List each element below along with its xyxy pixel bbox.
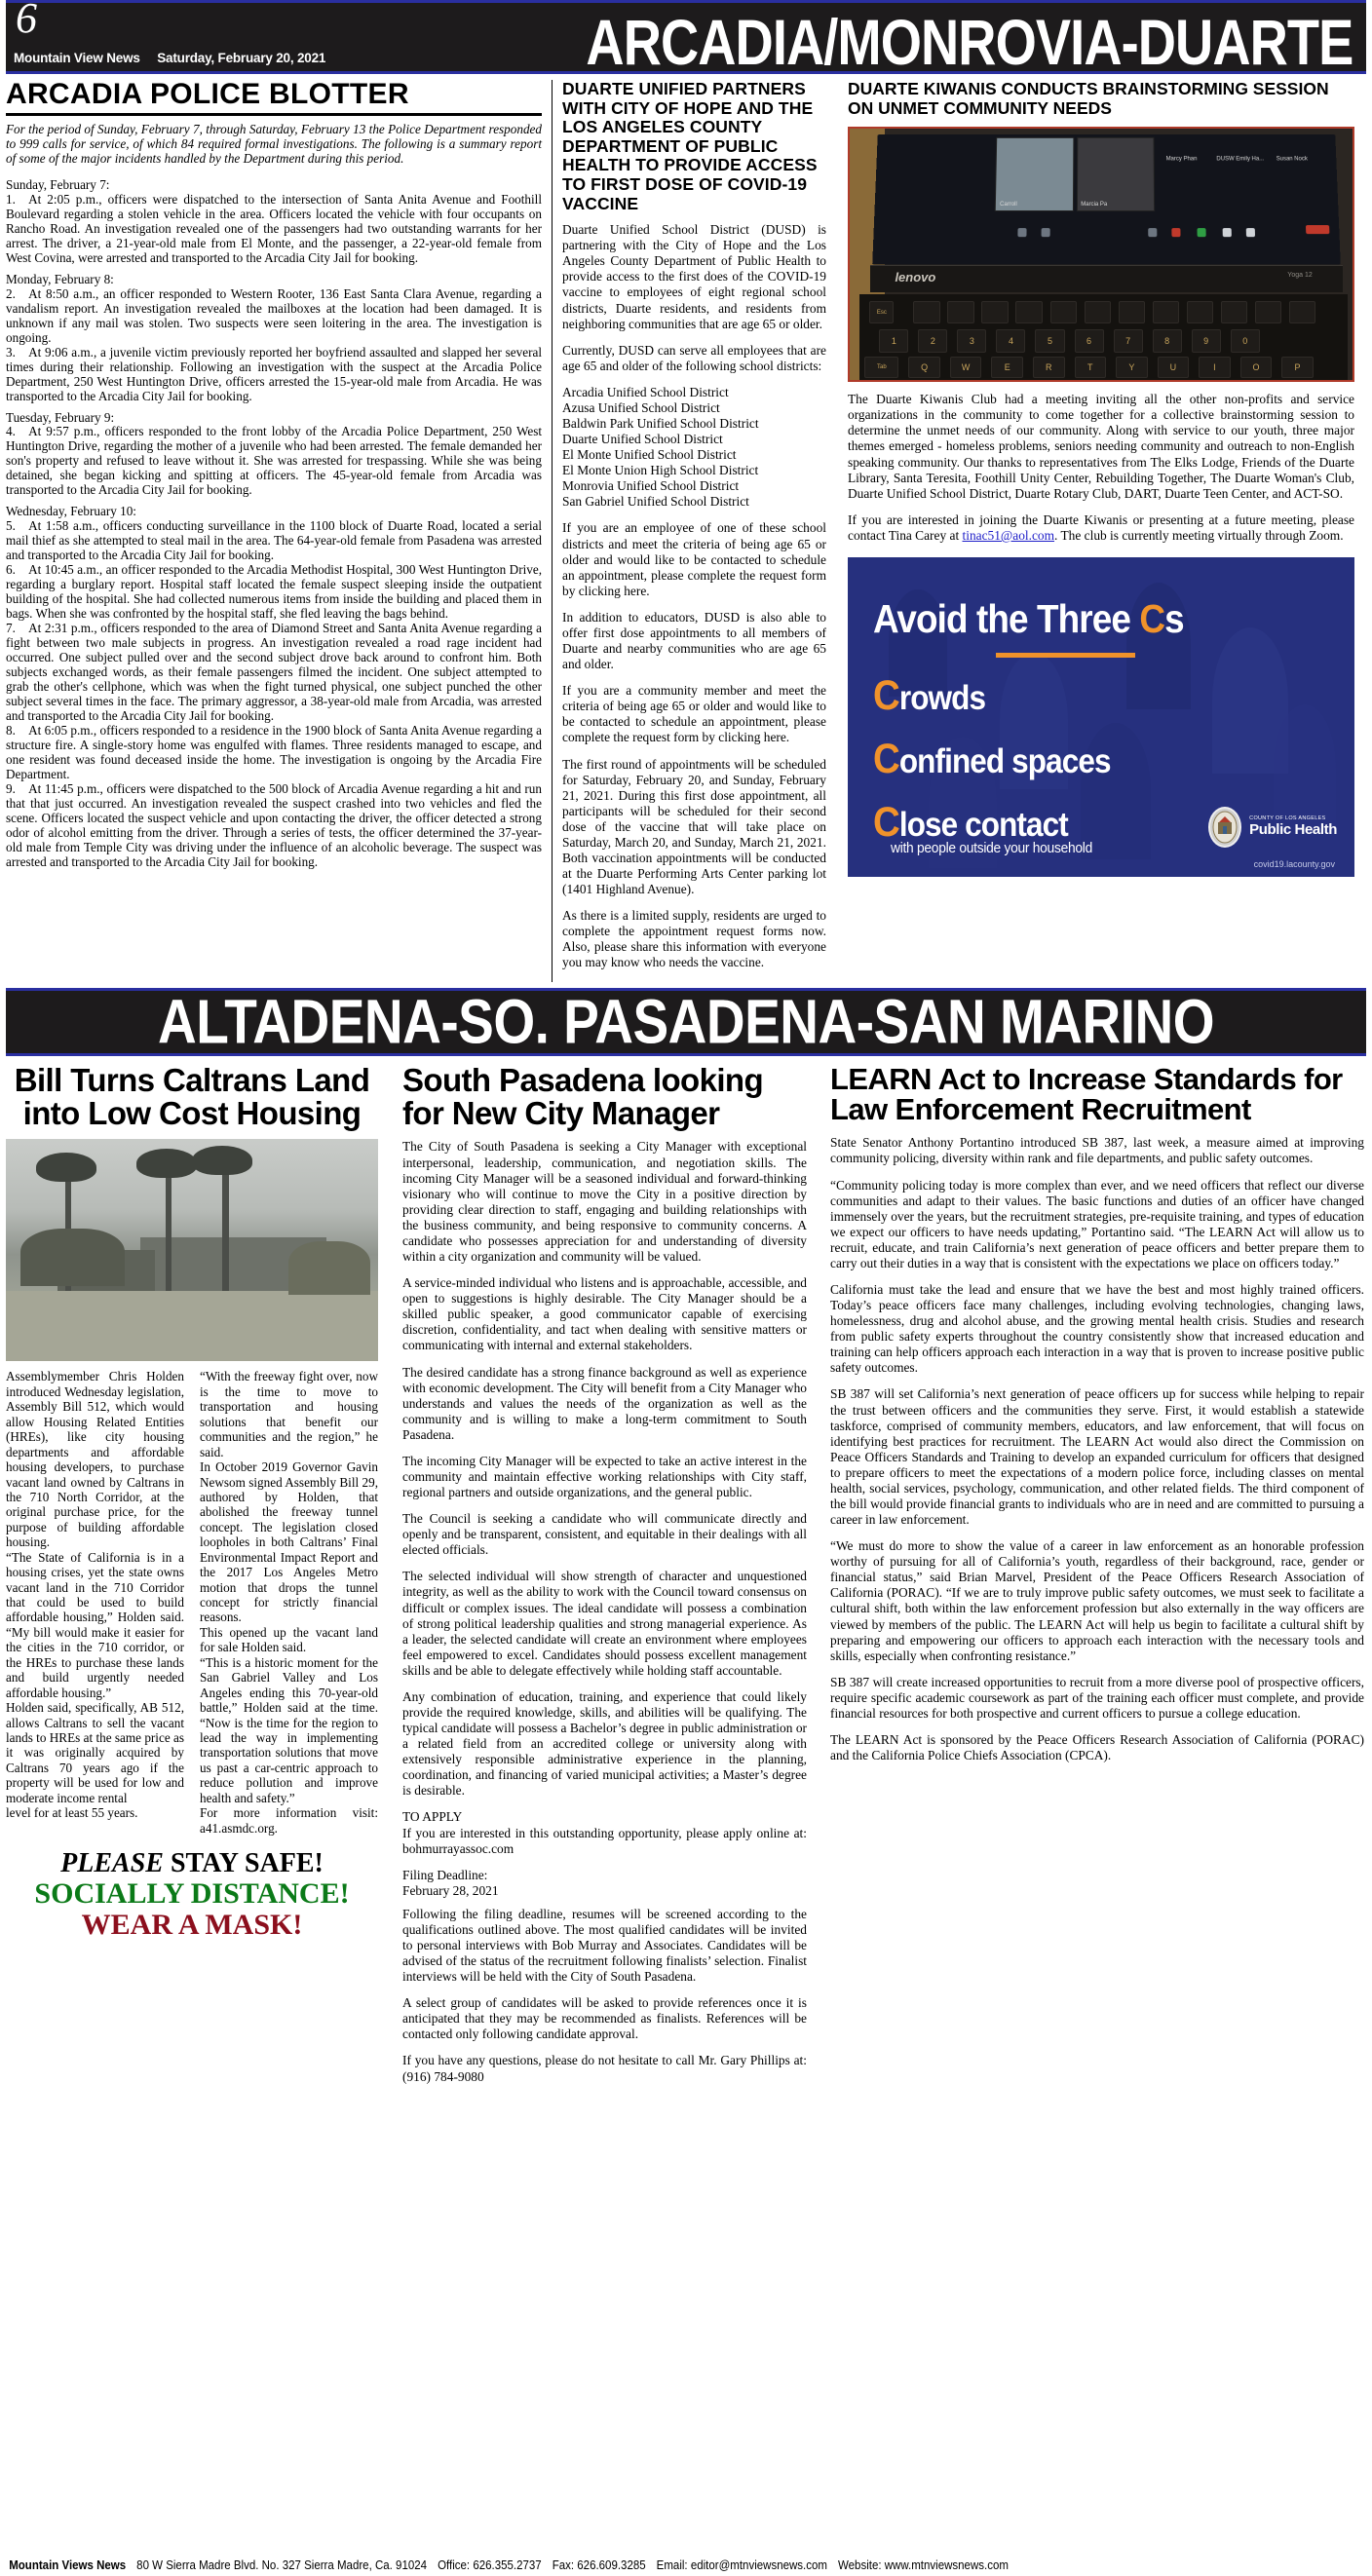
ad-title [873, 596, 1184, 642]
footer-office-phone: 626.355.2737 [473, 2558, 542, 2572]
kiwanis-contact-paragraph: If you are interested in joining the Duarte Kiwanis or presenting at a future meeting, please contact Tina Carey at tinac51@aol.com. The club is currently meeting virtually through Zoom. [848, 511, 1354, 543]
caltrans-paragraph: “With the freeway fight over, now is the time to move to transportation and housing solutions that benefit our communities and the region,” he said. [200, 1369, 378, 1459]
key-3: 3 [957, 329, 986, 354]
key-9: 9 [1192, 329, 1221, 354]
footer-fax-number: 626.609.3285 [577, 2558, 646, 2572]
paper-name: Mountain View News [14, 51, 140, 65]
public-health-logo [1208, 807, 1337, 848]
key-f7 [1119, 301, 1146, 323]
sopas-apply-text: If you are interested in this outstanding opportunity, please apply online at: bohmurrayassoc.com [402, 1825, 807, 1856]
zoom-share-screen-icon[interactable] [1197, 228, 1205, 237]
kiwanis-body [848, 392, 1354, 544]
agency-small-label: COUNTY OF LOS ANGELES [1249, 815, 1326, 822]
blotter-entry: 2. At 8:50 a.m., an officer responded to Western Rooter, 136 East Santa Clara Avenue, regarding a vandalism report. An investigation revealed the mailboxes at the location had been damaged. It is unknown if any mail was stolen. Two suspects were seen loitering in the area. The investigation is ongoing. [6, 285, 542, 345]
caltrans-paragraph: Assemblymember Chris Holden introduced Wednesday legislation, Assembly Bill 512, which would allow Housing Related Entities (HREs), like city housing departments and affordable housing developers, to purchase vacant land owned by Caltrans in the 710 North Corridor, at the original purchase price, for the purpose of building affordable housing. [6, 1369, 184, 1550]
dusd-paragraph: In addition to educators, DUSD is also able to offer first dose appointments to all members of Duarte and nearby communities who are age 65 and older. [562, 609, 826, 672]
blotter-entry: 5. At 1:58 a.m., officers conducting surveillance in the 1100 block of Duarte Road, located a serial mail thief as she attempted to steal mail in the area. The 64-year-old female from Pasadena was arrested and transported to the Arcadia City Jail for booking. [6, 518, 542, 563]
sopas-deadline-date: February 28, 2021 [402, 1882, 499, 1898]
dusd-paragraph: Duarte Unified School District (DUSD) is partnering with the City of Hope and the Los Angeles County Department of Public Health to provide access to the first does of the COVID-19 vaccine to employees of eight regional school districts, Duarte residents, and residents from neighboring communities that are age 65 or older. [562, 222, 826, 331]
ad-title-c: C [1139, 595, 1165, 641]
sopas-apply-label: TO APPLY [402, 1809, 463, 1825]
laptop-bezel [870, 265, 1343, 292]
page-number: 6 [16, 0, 37, 42]
dusd-district-list [562, 385, 826, 511]
laptop-screen [872, 134, 1340, 265]
caltrans-paragraph: In October 2019 Governor Gavin Newsom signed Assembly Bill 29, authored by Holden, that abolished the freeway tunnel concept. The legislation closed loopholes in both Caltrans’ Final Environmental Impact Report and the 2017 Los Angeles Metro motion that drops the tunnel concept for strictly financial reasons. [200, 1459, 378, 1625]
ad-title-s: s [1164, 595, 1184, 641]
key-1: 1 [879, 329, 908, 354]
dusd-paragraph: If you are an employee of one of these school districts and meet the criteria of being age 65 or older and would like to be contacted to schedule an appointment, please complete the request form by clicking here. [562, 520, 826, 598]
caltrans-paragraph: “This is a historic moment for the San Gabriel Valley and Los Angeles ending this 70-year-old battle,” Holden said at the time. “Now is the time for the region to lead the way in implementing transportation solutions that move us past a car-centric approach to reduce pollution and improve health and safety.” [200, 1654, 378, 1805]
footer-paper-name: Mountain Views News [9, 2558, 127, 2572]
psa-line-1 [6, 1849, 378, 1878]
sopas-paragraph: The City of South Pasadena is seeking a City Manager with exceptional interpersonal, leadership, communication, and negotiation skills. The incoming City Manager will be a seasoned individual and forward-thinking visionary who will continue to move the City in a positive direction by providing clear direction to staff, engaging and building relationships with the business community, and being responsive to community concerns. A candidate who possesses appreciation for and understanding of diversity within a city organization and community will be valued. [402, 1139, 807, 1265]
caltrans-body [6, 1369, 378, 1836]
sopas-body [402, 1139, 807, 2084]
sopas-paragraph: The Council is seeking a candidate who will communicate directly and openly and be transparent, consistent, and equitable in their dealings with all elected officials. [402, 1511, 807, 1558]
dusd-headline: DUARTE UNIFIED PARTNERS WITH CITY OF HOPE AND THE LOS ANGELES COUNTY DEPARTMENT OF PUBLIC HEALTH TO PROVIDE ACCESS TO FIRST DOSE OF COVID-19 VACCINE [562, 79, 818, 213]
ad-title-underline [996, 653, 1135, 658]
column-dusd [552, 80, 836, 982]
zoom-record-icon[interactable] [1222, 228, 1231, 237]
dusd-district-item: Arcadia Unified School District [562, 384, 729, 399]
caltrans-photo [6, 1139, 378, 1361]
photo-palm-top-1 [36, 1153, 96, 1182]
zoom-end-button[interactable] [1306, 225, 1329, 234]
key-7: 7 [1114, 329, 1143, 354]
footer-office-label: Office: [438, 2558, 471, 2572]
issue-date: Saturday, February 20, 2021 [157, 51, 326, 65]
footer-website-label: Website: [838, 2558, 882, 2572]
footer-email[interactable]: editor@mtnviewsnews.com [690, 2558, 827, 2572]
ad-row-crowds-c: C [873, 671, 899, 719]
key-e: E [991, 357, 1023, 379]
psa-please: PLEASE [60, 1848, 171, 1879]
dusd-district-item: San Gabriel Unified School District [562, 494, 749, 510]
dusd-paragraph: As there is a limited supply, residents are urged to complete the appointment request forms now. Also, please share this information with everyone you may know who needs the vaccine. [562, 908, 826, 970]
key-8: 8 [1153, 329, 1182, 354]
agency-big-label: Public Health [1249, 820, 1337, 838]
caltrans-paragraph: For more information visit: a41.asmdc.org. [200, 1805, 378, 1836]
learn-paragraph: California must take the lead and ensure that we have the best and most highly trained officers. Today’s peace officers face many challenges, including evolving technologies, changing laws, homelessness, drug and alcohol abuse, and the growing mental health crisis. Studies and research from public safety experts throughout the country consistently show that increased education and training can help officers approach each interaction in a way that is proven to increase positive public safety outcomes. [830, 1281, 1364, 1376]
ad-row-close-c: C [873, 798, 899, 846]
kiwanis-email-link[interactable]: tinac51@aol.com [962, 527, 1055, 543]
key-p: P [1281, 357, 1314, 379]
blotter-entry: 7. At 2:31 p.m., officers responded to the area of Diamond Street and Santa Anita Avenue regarding a fight between two male subjects in progress. An investigation revealed a road rage incident had occurred. One subject pulled over and the second subject drove back around to confront him. Both subjects exchanged words, as their female passengers filmed the incident. One subject attempted to grab the other's cellphone, which was when the fight turned physical, one subject punched the other subject several times in the face. The primary aggressor, a 38-year-old male from Arcadia, was arrested and transported to the Arcadia City Jail for booking. [6, 621, 542, 724]
kiwanis-paragraph: The Duarte Kiwanis Club had a meeting inviting all the other non-profits and service organizations in the community to come together for a collective brainstorming session to determine the unmet needs of our community. Along with service to our youth, three major themes emerged - homeless problems, seniors needing community and outreach to non-English speaking community. Our thanks to representatives from The Elks Lodge, Friends of the Duarte Library, Santa Teresita, Foothill Unity Center, Rebuilding Together, The Duarte Woman's Club, Duarte Unified School District, Duarte Rotary Club, DART, Duarte Teen Center, and ACT-SO. [848, 392, 1354, 501]
key-f5 [1050, 301, 1078, 323]
photo-palm-top-3 [192, 1146, 252, 1175]
key-i: I [1199, 357, 1231, 379]
key-f11 [1255, 301, 1282, 323]
sopas-headline: South Pasadena looking for New City Manager [402, 1061, 764, 1131]
psa-block [6, 1849, 378, 1940]
dusd-district-item: El Monte Union High School District [562, 463, 759, 478]
ad-row-confined [873, 736, 1111, 783]
laptop-brand-label: lenovo [895, 269, 936, 284]
key-f8 [1153, 301, 1180, 323]
column-kiwanis [836, 80, 1354, 982]
sopas-paragraph: If you have any questions, please do not hesitate to call Mr. Gary Phillips at: (916) 784-9080 [402, 2053, 807, 2084]
key-r: R [1033, 357, 1065, 379]
dusd-district-item: Duarte Unified School District [562, 432, 723, 447]
ad-row-crowds-rest: rowds [898, 678, 986, 717]
key-f2 [947, 301, 974, 323]
blotter-day-label: Wednesday, February 10: [6, 504, 136, 519]
zoom-participants-icon[interactable] [1148, 228, 1157, 237]
key-6: 6 [1075, 329, 1104, 354]
key-f6 [1085, 301, 1112, 323]
psa-stay-safe: STAY SAFE! [170, 1848, 324, 1879]
blotter-headline: ARCADIA POLICE BLOTTER [6, 80, 542, 116]
key-q: Q [908, 357, 940, 379]
section-title: ARCADIA/MONROVIA-DUARTE [586, 6, 1353, 74]
footer-fax-label: Fax: [552, 2558, 575, 2572]
sopas-paragraph: A select group of candidates will be asked to provide references once it is anticipated that they may be recommended as finalists. References will be contacted only following candidate approval. [402, 1995, 807, 2042]
zoom-participant-name-4: DUSW Emily Ha... [1216, 156, 1265, 163]
column-caltrans [6, 1061, 390, 2096]
key-f3 [981, 301, 1009, 323]
dusd-district-item: Azusa Unified School District [562, 399, 720, 415]
dusd-paragraph: If you are a community member and meet the criteria of being age 65 or older and would like to be contacted to schedule an appointment, please complete the request form by clicking here. [562, 683, 826, 745]
dusd-paragraph: The first round of appointments will be scheduled for Saturday, February 20, and Sunday, February 21, 2021. During this first dose appointment, all participants will be scheduled for their second dose of the vaccine that will take place on Saturday, March 20, and Sunday, March 21, 2021. Both vaccination appointments will be conducted at the Duarte Performing Arts Center parking lot (1401 Highland Avenue). [562, 756, 826, 897]
section-title-2: ALTADENA-SO. PASADENA-SAN MARINO [158, 987, 1214, 1056]
key-esc: Esc [869, 301, 894, 323]
key-f9 [1187, 301, 1214, 323]
key-t: T [1075, 357, 1107, 379]
photo-foliage-left [20, 1229, 125, 1286]
zoom-mute-icon[interactable] [1017, 228, 1026, 237]
sopas-deadline-label: Filing Deadline: [402, 1867, 488, 1882]
footer-website[interactable]: www.mtnviewsnews.com [884, 2558, 1009, 2572]
learn-body [830, 1135, 1364, 1763]
ad-title-prefix: Avoid the Three [873, 595, 1140, 641]
psa-line-3: WEAR A MASK! [81, 1908, 303, 1941]
blotter-entry: 9. At 11:45 p.m., officers were dispatched to the 500 block of Arcadia Avenue regarding a hit and run that that just occurred. An investigation revealed the suspect crashed into two vehicles and fled the scene. Officers located the suspect vehicle and upon contacting the driver, the officer detected a strong odor of alcohol emitting from the driver. Through a series of tests, the officer determined the 37-year-old male from Temple City was driving under the influence of an alcoholic beverage. The suspect was arrested and transported to the Arcadia City Jail for booking. [6, 781, 542, 870]
avoid-three-cs-ad [848, 557, 1354, 877]
blotter-intro: For the period of Sunday, February 7, through Saturday, February 13 the Police Department responded to 999 calls for service, of which 84 required formal investigations. The following is a summary report of some of the major incidents handled by the Department during this period. [6, 121, 542, 166]
caltrans-paragraph: level for at least 55 years. [6, 1805, 138, 1821]
sopas-paragraph: Any combination of education, training, and experience that could likely provide the required knowledge, skills, and abilities will be qualifying. The typical candidate will possess a Bachelor’s degree in public administration or a related field from an accredited college or university along with extensively responsible administrative experience in the planning, coordination, and financing of varied municipal activities; a Master’s degree is desirable. [402, 1688, 807, 1799]
sopas-paragraph: The desired candidate has a strong finance background as well as experience with economic development. The City will benefit from a City Manager who understands and values the needs of the organization as well as the community and is willing to make a long-term commitment to South Pasadena. [402, 1364, 807, 1442]
blotter-entry: 8. At 6:05 p.m., officers responded to a residence in the 1900 block of Santa Anita Avenue regarding a structure fire. A single-story home was engulfed with flames. Three residents managed to escape, and one resident was found deceased inside the home. The investigation is ongoing by the Arcadia Fire Department. [6, 723, 542, 782]
zoom-chat-icon[interactable] [1171, 228, 1180, 237]
column-police-blotter [6, 80, 552, 982]
zoom-participant-name-1: Carroll [999, 202, 1017, 208]
learn-paragraph: “We must do more to show the value of a career in law enforcement as an honorable profession worthy of pursuing for all of California’s youth, regardless of their background, race, gender or financial status,” said Brian Marvel, President of the Peace Officers Research Association of California (PORAC). “If we are to truly improve public safety outcomes, we must seek to facilitate a cultural shift, both within the law enforcement profession but also externally in the way officers are viewed by members of the public. The LEARN Act will help us begin to facilitate a cultural shift by preparing and empowering our officers to approach each interaction with the necessary tools and skills, especially when confronting resistance.” [830, 1538, 1364, 1663]
ad-url[interactable]: covid19.lacounty.gov [1253, 858, 1335, 869]
photo-palm-top-2 [136, 1149, 197, 1178]
learn-paragraph: The LEARN Act is sponsored by the Peace Officers Research Association of California (PORAC) and the California Police Chiefs Association (CPCA). [830, 1732, 1364, 1763]
photo-foliage-right [288, 1241, 370, 1295]
blotter-day-label: Tuesday, February 9: [6, 409, 115, 425]
bottom-region [6, 1061, 1366, 2096]
zoom-video-icon[interactable] [1041, 228, 1049, 237]
sopas-paragraph: The selected individual will show strength of character and unquestioned integrity, as well as the ability to work with the Council toward consensus on difficult or complex issues. The ideal candidate will possess a combination of strong political leadership qualities and strong managerial experience. As a leader, the selected candidate will create an environment where employees feel empowered to excel. Candidates should possess excellent management skills and be able to delegate effectively while holding staff accountable. [402, 1569, 807, 1678]
sopas-paragraph: The incoming City Manager will be expected to take an active interest in the community and maintain effective working relationships with City staff, regional partners and outside organizations, and the general public. [402, 1453, 807, 1500]
masthead-paperline [14, 51, 325, 65]
ad-row-confined-c: C [873, 735, 899, 782]
learn-paragraph: “Community policing today is more complex than ever, and we need officers that reflect our diverse communities and adapt to their values. The basic functions and duties of an officer have changed immensely over the years, but the recruitment strategies, pre-requisite training, and types of education we expect our officers to have needs updating,” Portantino said. “The LEARN Act will allow us to recruit, educate, and train California’s next generation of peace officers and better prepare them to carry out their duties in a way that is consistent with the expectations we place on officers today.” [830, 1177, 1364, 1270]
key-2: 2 [918, 329, 947, 354]
key-f10 [1221, 301, 1248, 323]
key-w: W [950, 357, 982, 379]
top-region [6, 80, 1366, 982]
key-f12 [1289, 301, 1316, 323]
dusd-body [562, 222, 826, 970]
key-u: U [1158, 357, 1190, 379]
kiwanis-headline: DUARTE KIWANIS CONDUCTS BRAINSTORMING SESSION ON UNMET COMMUNITY NEEDS [848, 79, 1329, 118]
ad-subline: with people outside your household [891, 839, 1092, 856]
caltrans-paragraph: Holden said, specifically, AB 512, allows Caltrans to sell the vacant lands to HREs at the same price as it was originally acquired by Caltrans 70 years ago if the property will be used for low and moderate income rental [6, 1700, 184, 1805]
sopas-paragraph: Following the filing deadline, resumes will be screened according to the qualifications outlined above. The most qualified candidates will be invited to personal interviews with Bob Murray and Associates. Candidates will be advised of the status of the recruitment following finalists’ selection. Finalist interviews will be held with the City of South Pasadena. [402, 1906, 807, 1985]
zoom-meeting-photo [848, 127, 1354, 382]
ad-row-confined-rest: onfined spaces [898, 741, 1111, 780]
county-seal-icon [1208, 807, 1241, 848]
key-4: 4 [996, 329, 1025, 354]
footer-email-label: Email: [656, 2558, 688, 2572]
public-health-wordmark [1249, 816, 1337, 838]
column-south-pasadena [390, 1061, 819, 2096]
key-y: Y [1116, 357, 1148, 379]
key-5: 5 [1035, 329, 1064, 354]
dusd-district-item: El Monte Unified School District [562, 447, 737, 463]
key-0: 0 [1231, 329, 1260, 354]
learn-paragraph: SB 387 will set California’s next generation of peace officers up for success while helping to repair the trust between officers and the communities they serve. First, it would establish a statewide taskforce, comprised of community members, educators, and law enforcement, that will focus on identifying best practices for recruitment. The LEARN Act would also direct the Commission on Peace Officers Standards and Training to develop an expanded curriculum for officers that designed to prepare officers to meet the expectations of a modern police force, including classes on mental health, social services, psychology, communication, and other related fields. The third component of the bill would provide financial grants to individuals who are in need and are committed to pursuing a career in law enforcement. [830, 1386, 1364, 1528]
learn-headline: LEARN Act to Increase Standards for Law Enforcement Recruitment [830, 1061, 1343, 1127]
laptop-keyboard [859, 294, 1348, 380]
dusd-paragraph: Currently, DUSD can serve all employees that are age 65 and older of the following school districts: [562, 342, 826, 373]
caltrans-paragraph: “The State of California is in a housing crises, yet the state owns vacant land in the 710 Corridor that could be used to build affordable housing,” Holden said. “My bill would make it easier for the cities in the 710 corridor, or the HREs to purchase these lands and build urgently needed affordable housing.” [6, 1549, 184, 1700]
dusd-district-item: Monrovia Unified School District [562, 478, 740, 494]
laptop-model-label: Yoga 12 [1287, 272, 1313, 280]
psa-line-2: SOCIALLY DISTANCE! [34, 1876, 350, 1910]
blotter-entry: 3. At 9:06 a.m., a juvenile victim previously reported her boyfriend assaulted and slapped her several times during their relationship. Following an investigation with the suspect at the Arcadia Police Department, 250 West Huntington Drive, officers arrested the 15-year-old male from Arcadia. He was transported to the Arcadia City Jail for booking. [6, 344, 542, 403]
key-f1 [913, 301, 940, 323]
blotter-entry: 6. At 10:45 a.m., an officer responded to the Arcadia Methodist Hospital, 300 West Huntington Drive, regarding a burglary report. Hospital staff located the female suspect sleeping inside the outpatient building of the hospital. She had collected numerous items from inside the building and placed them in bags. When she was confronted by the hospital staff, she fled leaving the bags behind. [6, 562, 542, 622]
ad-row-close-rest: lose contact [898, 805, 1068, 844]
key-o: O [1240, 357, 1273, 379]
learn-paragraph: SB 387 will create increased opportunities to recruit from a more diverse pool of prospective officers, require specific academic coursework as part of the training each officer must complete, and provide financial resources for both prospective and current officers to pursue a college education. [830, 1674, 1364, 1721]
caltrans-headline: Bill Turns Caltrans Land into Low Cost Housing [14, 1061, 370, 1131]
section-masthead-altadena [6, 988, 1366, 1056]
blotter-entry: 4. At 9:57 p.m., officers responded to the front lobby of the Arcadia Police Department, 250 West Huntington Drive, regarding the mother of a juvenile who had been arrested. The female demanded her son's property and refused to leave without it. She was arrested for trespassing. While she was being detained, she began kicking and spitting at officers. The 45-year-old female from Arcadia was transported to the Arcadia City Jail for booking. [6, 424, 542, 498]
learn-paragraph: State Senator Anthony Portantino introduced SB 387, last week, a measure aimed at improving community policing, diversity within rank and file departments, and public safety outcomes. [830, 1135, 1364, 1166]
caltrans-paragraph: This opened up the vacant land for sale Holden said. [200, 1624, 378, 1655]
dusd-district-item: Baldwin Park Unified School District [562, 416, 759, 432]
blotter-entry-list [6, 177, 542, 869]
zoom-participant-name-2: Marcia Pa [1080, 202, 1108, 208]
key-tab: Tab [864, 357, 898, 379]
sopas-paragraph: A service-minded individual who listens and is approachable, accessible, and open to suggestions is highly desirable. The City Manager should be a skilled public speaker, a good communicator capable of exercising discretion, confidentiality, and tact when dealing with sensitive matters or communicating with internal and external stakeholders. [402, 1275, 807, 1353]
blotter-day-label: Sunday, February 7: [6, 176, 110, 192]
footer-address: 80 W Sierra Madre Blvd. No. 327 Sierra Madre, Ca. 91024 [136, 2558, 428, 2572]
key-f4 [1015, 301, 1043, 323]
ad-row-crowds [873, 672, 985, 720]
blotter-entry: 1. At 2:05 p.m., officers were dispatched to the intersection of Santa Anita Avenue and Foothill Boulevard regarding a stolen vehicle in the area. Officers located the vehicle with four occupants on Rancho Road. An investigation revealed one of the passengers had two outstanding warrants for her arrest. The driver, a 21-year-old male from El Monte, and the passenger, a 22-year-old female from West Covina, were arrested and transported to the Arcadia City Jail for booking. [6, 191, 542, 265]
zoom-reactions-icon[interactable] [1245, 228, 1254, 237]
photo-vacant-lot [6, 1291, 378, 1362]
page-footer [0, 2558, 1262, 2572]
zoom-participant-name-5: Susan Nock [1276, 156, 1308, 163]
column-learn-act [819, 1061, 1364, 2096]
blotter-day-label: Monday, February 8: [6, 271, 114, 286]
section-masthead-arcadia [6, 0, 1366, 74]
zoom-participant-name-3: Marcy Phan [1165, 156, 1198, 163]
